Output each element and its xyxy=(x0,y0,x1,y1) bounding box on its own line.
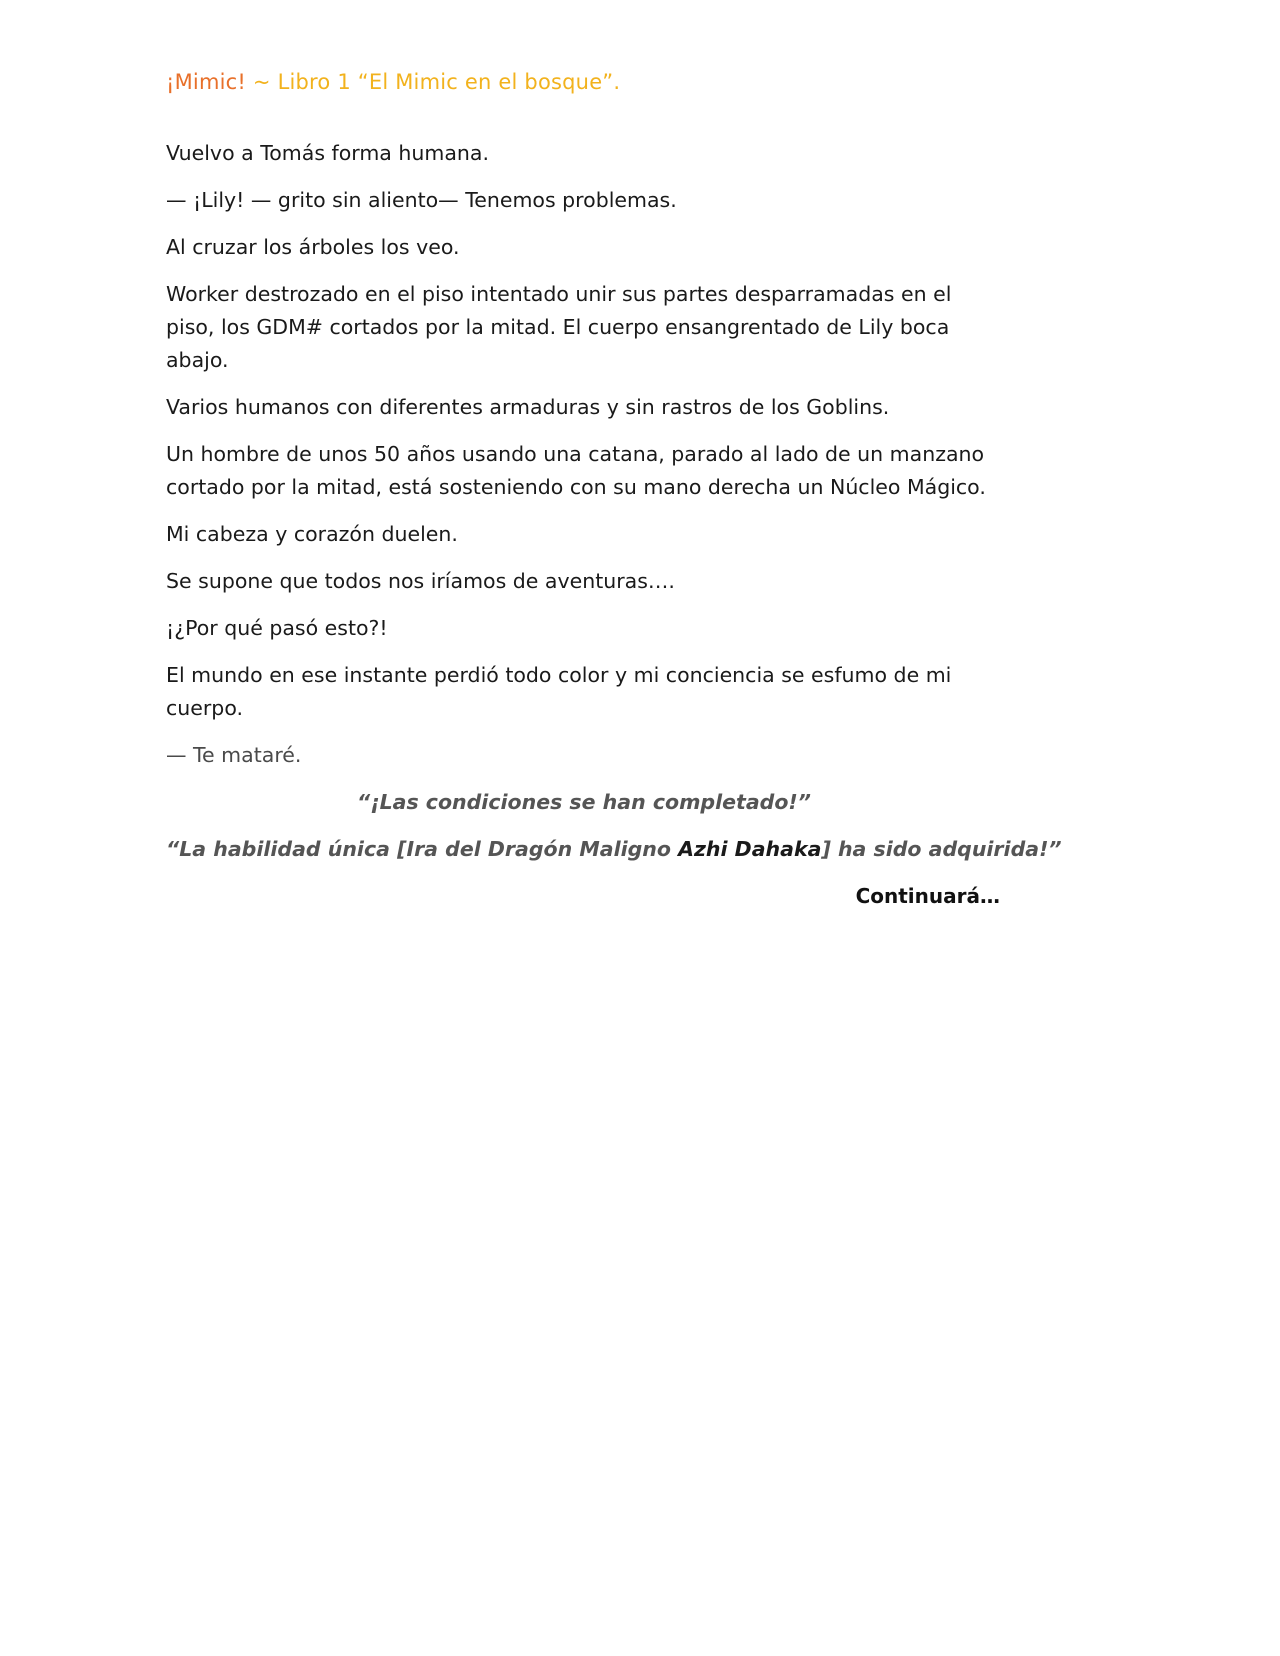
paragraph: Se supone que todos nos iríamos de aventuras…. xyxy=(166,569,675,593)
paragraph: — ¡Lily! — grito sin aliento— Tenemos problemas. xyxy=(166,188,677,212)
notice-skill-before: “La habilidad única [Ira del Dragón Maligno xyxy=(166,837,679,861)
paragraph: Al cruzar los árboles los veo. xyxy=(166,235,460,259)
paragraph: ¡¿Por qué pasó esto?! xyxy=(166,616,388,640)
paragraph: Un hombre de unos 50 años usando una catana, parado al lado de un manzano cortado por la mitad, está sosteniendo con su mano derecha un Núcleo Mágico. xyxy=(166,442,986,499)
paragraph: Vuelvo a Tomás forma humana. xyxy=(166,141,489,165)
system-notice-conditions: “¡Las condiciones se han completado!” xyxy=(357,790,811,814)
document-title xyxy=(166,70,620,94)
notice-skill-after: ] ha sido adquirida!” xyxy=(821,837,1062,861)
document-body xyxy=(166,137,1062,913)
paragraph: Worker destrozado en el piso intentado unir sus partes desparramadas en el piso, los GDM# cortados por la mitad. El cuerpo ensangrentado de Lily boca abajo. xyxy=(166,282,952,372)
paragraph: Varios humanos con diferentes armaduras y sin rastros de los Goblins. xyxy=(166,395,890,419)
continue-label: Continuará… xyxy=(855,884,1000,908)
paragraph: El mundo en ese instante perdió todo color y mi conciencia se esfumo de mi cuerpo. xyxy=(166,663,952,720)
title-mimic: ¡Mimic! xyxy=(166,70,253,94)
system-notice-skill xyxy=(166,833,1062,866)
paragraph: Mi cabeza y corazón duelen. xyxy=(166,522,458,546)
title-book: ~ Libro 1 “El Mimic en el bosque”. xyxy=(252,70,621,94)
notice-skill-name: Azhi Dahaka xyxy=(678,837,822,861)
paragraph-threat: — Te mataré. xyxy=(166,743,302,767)
